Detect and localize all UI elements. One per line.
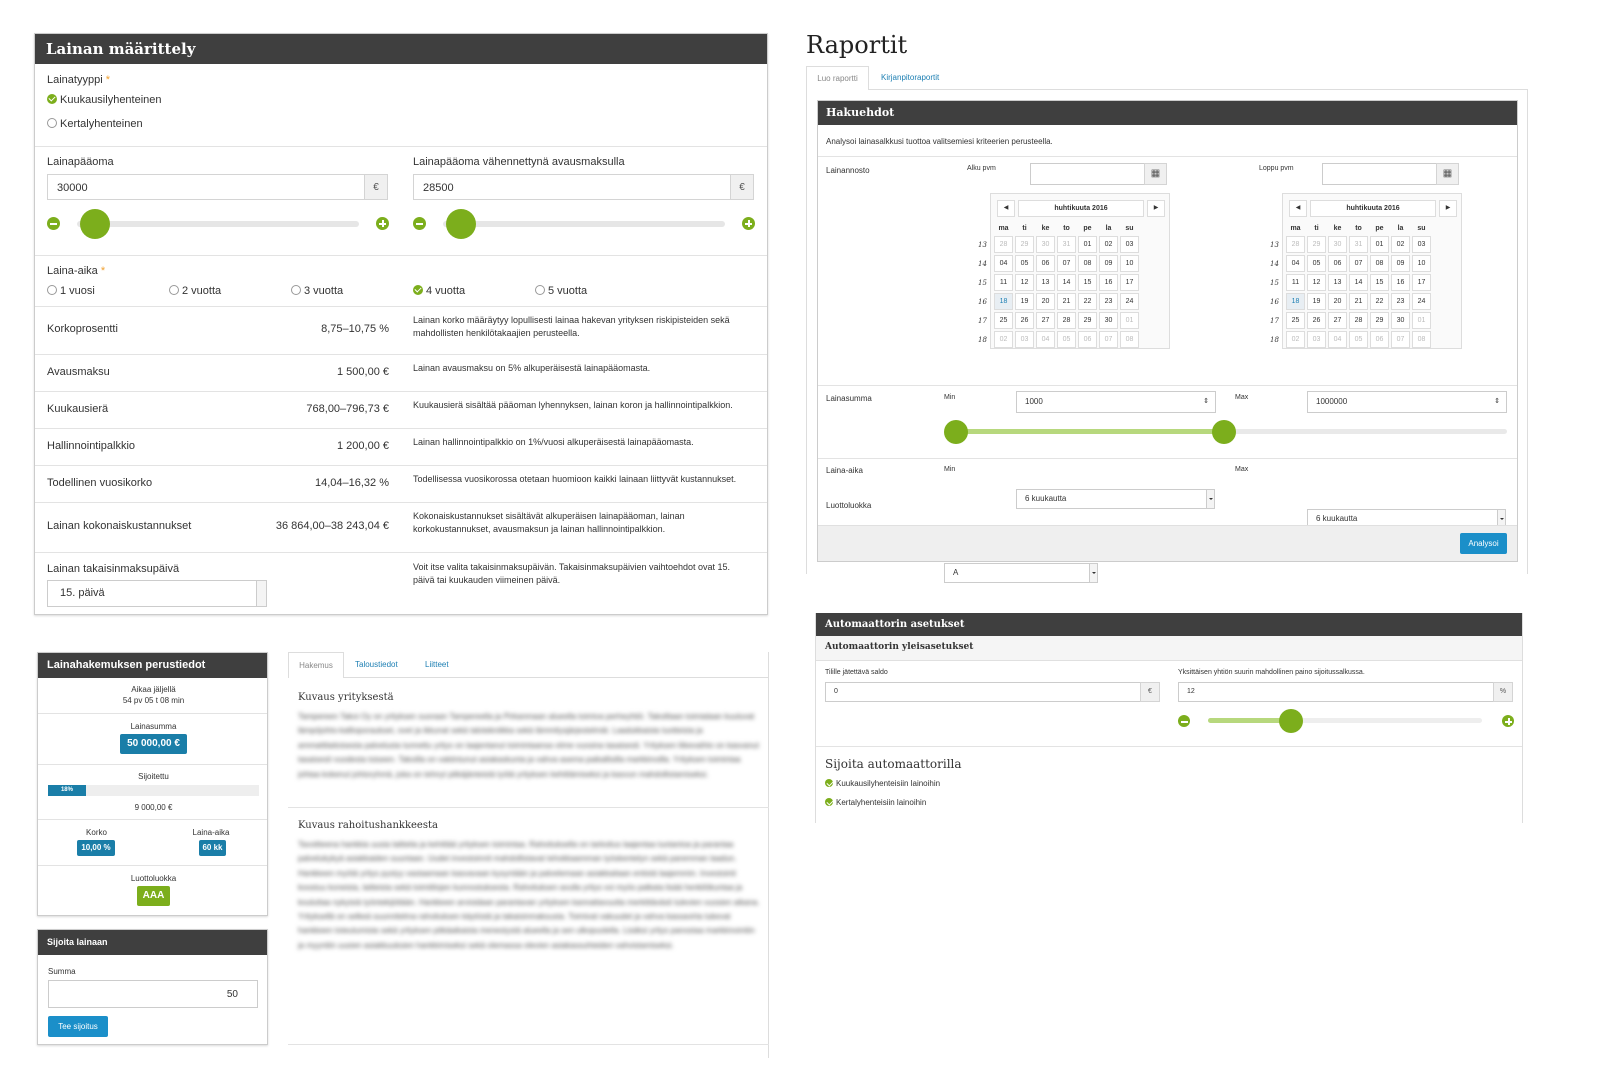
calendar-day[interactable]: 23 — [1099, 293, 1118, 310]
invest-panel — [37, 929, 268, 1045]
tab-accounting-reports[interactable]: Kirjanpitoraportit — [881, 73, 940, 82]
week-number: 13 — [978, 240, 987, 249]
loan-definition-title: Lainan määrittely — [46, 40, 196, 58]
weekday-header: ke — [1041, 224, 1050, 232]
project-description-text: Tavoitteena hankkia uusia laitteita ja kehittää yrityksen toimintaa. Rahoituksella on tarkoitus laajentaa tuotantoa ja parantaa palvelukykyä asiakkaiden suuntaan. Uudet investoinnit mahdollistavat tehokkaamman työskentelyn sekä paremman laadun. Hankkeen myötä yritys pystyy vastaamaan kasvavaan kysyntään ja palvelemaan asiakkaitaan entistä laajemmin. Investointi koostuu koneista, laitteista sekä toimitilojen kunnostuksesta. Rahoituksen avulla yritys voi myös palkata lisää henkilökuntaa ja kouluttaa nykyisiä työntekijöitään. Hankkeen arvioidaan parantavan yrityksen kannattavuutta merkittävästi tulevien vuosien aikana. Yrityksellä on selkeä suunnitelma rahoituksen käytöstä ja takaisinmaksusta. Toimivat vakuudet ja vahva kassavirta tukevat hankkeen toteutumista sekä yrityksen pitkäaikaista menestystä alueella ja sen ulkopuolella. Lisäksi yritys panostaa markkinointiin ja myyntiin uusien asiakkuuksien hankkimiseksi sekä olemassa olevien asiakassuhteiden vahvistamiseksi. — [298, 840, 760, 950]
calendar-day[interactable]: 30 — [1391, 312, 1410, 329]
week-number: 17 — [1270, 316, 1279, 325]
auto-settings-panel — [815, 613, 1523, 823]
calendar-day[interactable]: 27 — [1036, 312, 1055, 329]
loan-detail-label: Hallinnointipalkkio — [47, 439, 136, 452]
month-title[interactable]: huhtikuuta 2016 — [1018, 200, 1144, 217]
loan-detail-value: 768,00–796,73 € — [306, 402, 389, 415]
calendar-day[interactable]: 11 — [1286, 274, 1305, 291]
calendar-day[interactable]: 01 — [1078, 236, 1097, 253]
invested-label: Sijoitettu — [138, 772, 169, 781]
loan-detail-label: Kuukausierä — [47, 402, 109, 415]
calendar-day[interactable]: 01 — [1412, 312, 1431, 329]
weight-decrease-icon[interactable] — [1178, 715, 1190, 727]
loan-detail-value: 14,04–16,32 % — [314, 476, 389, 489]
calendar-day[interactable]: 23 — [1391, 293, 1410, 310]
time-left-value: 54 pv 05 t 08 min — [122, 696, 185, 705]
start-date-label: Alku pvm — [967, 165, 996, 172]
calendar-day[interactable]: 04 — [1036, 331, 1055, 348]
radio-icon — [47, 118, 57, 128]
net-principal-label: Lainapääoma vähennettynä avausmaksulla — [413, 156, 625, 168]
invested-progress-bar — [48, 785, 259, 796]
balance-currency: € — [1140, 682, 1160, 702]
week-number: 17 — [978, 316, 987, 325]
term-max-select[interactable]: 6 kuukautta — [1307, 509, 1506, 529]
sum-range-min-handle[interactable] — [944, 420, 968, 444]
credit-class-select[interactable]: A — [944, 563, 1098, 583]
week-number: 15 — [1270, 278, 1279, 287]
application-basics-panel — [37, 652, 268, 916]
invest-sum-input[interactable]: 50 — [48, 980, 258, 1008]
calendar-day[interactable]: 07 — [1349, 255, 1368, 272]
loan-detail-value: 8,75–10,75 % — [321, 323, 389, 335]
principal-decrease-icon[interactable] — [47, 217, 60, 230]
calendar-day[interactable]: 09 — [1099, 255, 1118, 272]
company-description-text: Tampereen Takoi Oy on yrityksen suoraan Tampereella ja Pirkanmaan alueella toimiva perheyhtiö. Takoiltaan toimialaan kuuluvat lämpöjohto-kallioporaukset, ovet ja ikkunat sekä talotekniikka sekä lämmitysjärjestelmät. Laadukkaista tuotteista ja ammattitaitoisesta palvelusta tunnettu yritys on laajentanut toimintaansa viime vuosina tasaisesti. Yrityksen liikevaihto on kasvanut tasaisesti vuodesta toiseen. Takoilla on vakiintunut asiakaskunta ja vahva asema paikallisilla markkinoilla. Yrityksen toimintaa johtaa kokenut johtoryhmä, joka on tehnyt pitkäjänteistä työtä yrityksen kehittämiseksi ja kasvun mahdollistamiseksi. — [298, 712, 759, 779]
auto-header — [816, 613, 1522, 636]
calendar-day[interactable]: 29 — [1078, 312, 1097, 329]
principal-input[interactable]: 30000 — [47, 174, 365, 200]
calendar-day[interactable]: 07 — [1391, 331, 1410, 348]
sum-range-fill — [956, 429, 1224, 434]
week-number: 18 — [978, 335, 987, 344]
period-option-5[interactable]: 5 vuotta — [535, 285, 587, 297]
repay-day-description: Voit itse valita takaisinmaksupäivän. Takaisinmaksupäivien vaihtoehdot ovat 15. päivä tai kuukauden viimeinen päivä. — [413, 562, 731, 585]
calendar-day[interactable]: 24 — [1120, 293, 1139, 310]
calendar-day[interactable]: 18 — [1286, 293, 1305, 310]
make-investment-button[interactable]: Tee sijoitus — [48, 1016, 108, 1037]
term-badge: 60 kk — [199, 840, 226, 856]
calendar-day[interactable]: 03 — [1015, 331, 1034, 348]
period-option-1[interactable]: 1 vuosi — [47, 285, 95, 297]
analyze-button[interactable]: Analysoi — [1460, 533, 1507, 554]
weekday-header: su — [1125, 224, 1134, 232]
loan-definition-header — [35, 34, 767, 64]
calendar-day[interactable]: 13 — [1036, 274, 1055, 291]
principal-currency: € — [364, 174, 388, 200]
raise-date-label: Lainannosto — [826, 166, 870, 175]
prev-month-icon[interactable]: ◀ — [1289, 200, 1307, 217]
start-calendar-icon[interactable]: ▦ — [1144, 163, 1167, 185]
radio-icon — [535, 285, 545, 295]
loan-detail-description: Lainan korko määräytyy lopullisesti lainaa hakevan yrityksen riskipisteiden sekä mahdollisten henkilötakaajien perusteella. — [413, 315, 730, 338]
loan-detail-value: 1 200,00 € — [337, 439, 389, 452]
calendar-day[interactable]: 16 — [1099, 274, 1118, 291]
week-number: 18 — [1270, 335, 1279, 344]
calendar-day[interactable]: 13 — [1328, 274, 1347, 291]
net-principal-input[interactable]: 28500 — [413, 174, 731, 200]
invest-header — [38, 930, 267, 955]
week-number: 16 — [978, 297, 987, 306]
calendar-day[interactable]: 10 — [1120, 255, 1139, 272]
balance-input[interactable]: 0 — [825, 682, 1141, 702]
week-number: 14 — [978, 259, 987, 268]
sum-min-label: Min — [944, 394, 956, 401]
loan-detail-label: Lainan kokonaiskustannukset — [47, 520, 192, 532]
calendar-day[interactable]: 17 — [1120, 274, 1139, 291]
next-month-icon[interactable]: ▶ — [1147, 200, 1165, 217]
principal-increase-icon[interactable] — [376, 217, 389, 230]
criteria-title: Hakuehdot — [826, 106, 895, 119]
calendar-day[interactable]: 05 — [1349, 331, 1368, 348]
net-principal-increase-icon[interactable] — [742, 217, 755, 230]
calendar-day[interactable]: 12 — [1307, 274, 1326, 291]
calendar-day[interactable]: 31 — [1057, 236, 1076, 253]
end-calendar-icon[interactable]: ▦ — [1436, 163, 1459, 185]
calendar-day[interactable]: 25 — [994, 312, 1013, 329]
calendar-day[interactable]: 19 — [1307, 293, 1326, 310]
loan-detail-description: Lainan hallinnointipalkkio on 1%/vuosi alkuperäisestä lainapääomasta. — [413, 437, 694, 447]
calendar-day[interactable]: 26 — [1015, 312, 1034, 329]
weekday-header: ma — [998, 224, 1009, 232]
weekday-header: ma — [1290, 224, 1301, 232]
net-principal-slider-handle[interactable] — [446, 209, 476, 239]
weekday-header: la — [1397, 224, 1404, 232]
end-date-label: Loppu pvm — [1259, 165, 1294, 172]
tab-liitteet[interactable]: Liitteet — [425, 660, 449, 669]
period-option-4[interactable]: 4 vuotta — [413, 285, 465, 297]
check-icon — [825, 798, 833, 806]
calendar-day[interactable]: 15 — [1370, 274, 1389, 291]
term-label: Laina-aika — [192, 828, 230, 837]
calendar-day[interactable]: 06 — [1370, 331, 1389, 348]
term-min-select[interactable]: 6 kuukautta — [1016, 489, 1215, 509]
auto-option-monthly[interactable]: Kuukausilyhenteisiin lainoihin — [825, 779, 940, 788]
calendar-day[interactable]: 04 — [1328, 331, 1347, 348]
weekday-header: ti — [1022, 224, 1027, 232]
invest-title: Sijoita lainaan — [47, 937, 108, 947]
calendar-day[interactable]: 21 — [1057, 293, 1076, 310]
weekday-header: to — [1355, 224, 1362, 232]
calendar-day[interactable]: 11 — [994, 274, 1013, 291]
calendar-day[interactable]: 05 — [1015, 255, 1034, 272]
calendar-day[interactable]: 25 — [1286, 312, 1305, 329]
calendar-day[interactable]: 04 — [1286, 255, 1305, 272]
rate-label: Korko — [86, 828, 107, 837]
calendar-day[interactable]: 24 — [1412, 293, 1431, 310]
auto-option-single[interactable]: Kertalyhenteisiin lainoihin — [825, 798, 926, 807]
week-number: 14 — [1270, 259, 1279, 268]
calendar-day[interactable]: 30 — [1099, 312, 1118, 329]
loan-detail-label: Todellinen vuosikorko — [47, 476, 153, 489]
weekday-header: la — [1105, 224, 1112, 232]
invest-sum-label: Summa — [48, 967, 76, 976]
loan-detail-value: 1 500,00 € — [337, 365, 389, 378]
reports-title: Raportit — [806, 31, 908, 59]
weight-increase-icon[interactable] — [1502, 715, 1514, 727]
calendar-day[interactable]: 08 — [1120, 331, 1139, 348]
basics-header — [38, 653, 267, 678]
calendar-day[interactable]: 08 — [1078, 255, 1097, 272]
calendar-day[interactable]: 28 — [994, 236, 1013, 253]
calendar-day[interactable]: 07 — [1099, 331, 1118, 348]
basics-title: Lainahakemuksen perustiedot — [47, 659, 206, 671]
invested-progress-fill: 18% — [48, 785, 86, 796]
credit-class-label: Luottoluokka — [826, 501, 872, 510]
calendar-day[interactable]: 29 — [1307, 236, 1326, 253]
loan-definition-panel — [34, 33, 768, 615]
calendar-day[interactable]: 08 — [1412, 331, 1431, 348]
weight-percent: % — [1493, 682, 1513, 702]
calendar-day[interactable]: 30 — [1328, 236, 1347, 253]
calendar-day[interactable]: 06 — [1078, 331, 1097, 348]
project-description-title: Kuvaus rahoitushankkeesta — [298, 820, 438, 831]
weekday-header: ke — [1333, 224, 1342, 232]
calendar-day[interactable]: 20 — [1328, 293, 1347, 310]
principal-label: Lainapääoma — [47, 156, 114, 168]
calendar-day[interactable]: 27 — [1328, 312, 1347, 329]
prev-month-icon[interactable]: ◀ — [997, 200, 1015, 217]
criteria-description: Analysoi lainasalkkusi tuottoa valitsemiesi kriteerien perusteella. — [826, 137, 1053, 146]
calendar-day[interactable]: 21 — [1349, 293, 1368, 310]
net-principal-decrease-icon[interactable] — [413, 217, 426, 230]
calendar-day[interactable]: 20 — [1036, 293, 1055, 310]
calendar-day[interactable]: 02 — [1286, 331, 1305, 348]
radio-icon — [291, 285, 301, 295]
calendar-day[interactable]: 07 — [1057, 255, 1076, 272]
calendar-day[interactable]: 31 — [1349, 236, 1368, 253]
calendar-day[interactable]: 01 — [1370, 236, 1389, 253]
calendar-day[interactable]: 12 — [1015, 274, 1034, 291]
calendar-day[interactable]: 16 — [1391, 274, 1410, 291]
auto-invest-title: Sijoita automaattorilla — [825, 757, 962, 771]
principal-slider-track[interactable] — [77, 221, 359, 227]
week-number: 15 — [978, 278, 987, 287]
loan-type-monthly-radio[interactable]: Kuukausilyhenteinen — [47, 94, 162, 106]
loan-type-label: Lainatyyppi * — [47, 74, 110, 86]
calendar-day[interactable]: 28 — [1286, 236, 1305, 253]
period-option-3[interactable]: 3 vuotta — [291, 285, 343, 297]
calendar-day[interactable]: 03 — [1412, 236, 1431, 253]
net-principal-currency: € — [730, 174, 754, 200]
term-min-label: Min — [944, 466, 956, 473]
loan-sum-badge: 50 000,00 € — [120, 734, 187, 754]
loan-period-label: Laina-aika * — [47, 265, 106, 277]
calendar-day[interactable]: 03 — [1120, 236, 1139, 253]
credit-class-badge: AAA — [137, 886, 170, 906]
spinner-icon[interactable]: ⇕ — [1203, 398, 1209, 405]
calendar-day[interactable]: 29 — [1370, 312, 1389, 329]
loan-detail-description: Lainan avausmaksu on 5% alkuperäisestä lainapääomasta. — [413, 363, 651, 373]
chevron-down-icon — [1089, 564, 1097, 582]
period-option-2[interactable]: 2 vuotta — [169, 285, 221, 297]
auto-general-title: Automaattorin yleisasetukset — [825, 642, 974, 652]
check-icon — [47, 94, 57, 104]
chevron-down-icon — [1206, 490, 1214, 508]
weight-slider-handle[interactable] — [1279, 709, 1303, 733]
calendar-day[interactable]: 28 — [1349, 312, 1368, 329]
sum-max-input[interactable]: 1000000 ⇕ — [1307, 391, 1507, 413]
calendar-day[interactable]: 06 — [1328, 255, 1347, 272]
calendar-day[interactable]: 30 — [1036, 236, 1055, 253]
company-description-title: Kuvaus yrityksestä — [298, 692, 394, 703]
loan-detail-description: Kokonaiskustannukset sisältävät alkuperäisen lainapääoman, lainan korkokustannukset, avausmaksun ja lainan hallinnointipalkkion. — [413, 511, 685, 534]
term-label: Laina-aika — [826, 466, 863, 475]
calendar-day[interactable]: 15 — [1078, 274, 1097, 291]
balance-label: Tilille jätettävä saldo — [825, 669, 888, 676]
calendar-day[interactable]: 04 — [994, 255, 1013, 272]
calendar-day[interactable]: 08 — [1370, 255, 1389, 272]
calendar-day[interactable]: 22 — [1078, 293, 1097, 310]
calendar-day[interactable]: 09 — [1391, 255, 1410, 272]
weekday-header: pe — [1375, 224, 1384, 232]
weekday-header: ti — [1314, 224, 1319, 232]
application-tabs-panel — [288, 652, 769, 1058]
net-principal-slider-track[interactable] — [443, 221, 725, 227]
loan-type-single-radio[interactable]: Kertalyhenteinen — [47, 118, 143, 130]
tab-taloustiedot[interactable]: Taloustiedot — [355, 660, 398, 669]
end-datepicker[interactable] — [1270, 193, 1462, 349]
sum-range-max-handle[interactable] — [1212, 420, 1236, 444]
radio-icon — [47, 285, 57, 295]
auto-title: Automaattorin asetukset — [825, 619, 965, 630]
calendar-day[interactable]: 01 — [1120, 312, 1139, 329]
calendar-day[interactable]: 02 — [1099, 236, 1118, 253]
repay-day-select[interactable]: 15. päivä — [47, 580, 267, 607]
week-number: 13 — [1270, 240, 1279, 249]
chevron-down-icon — [256, 581, 266, 606]
principal-slider-handle[interactable] — [80, 209, 110, 239]
loan-sum-label: Lainasumma — [130, 722, 177, 731]
calendar-day[interactable]: 05 — [1307, 255, 1326, 272]
sum-max-label: Max — [1235, 394, 1249, 401]
loan-detail-label: Korkoprosentti — [47, 323, 118, 335]
term-max-label: Max — [1235, 466, 1249, 473]
calendar-day[interactable]: 02 — [994, 331, 1013, 348]
rate-badge: 10,00 % — [77, 840, 115, 856]
calendar-day[interactable]: 14 — [1349, 274, 1368, 291]
calendar-day[interactable]: 05 — [1057, 331, 1076, 348]
weekday-header: to — [1063, 224, 1070, 232]
month-title[interactable]: huhtikuuta 2016 — [1310, 200, 1436, 217]
sum-min-input[interactable]: 1000 ⇕ — [1016, 391, 1216, 413]
weekday-header: su — [1417, 224, 1426, 232]
repay-day-label: Lainan takaisinmaksupäivä — [47, 563, 180, 575]
weight-slider-fill — [1208, 718, 1290, 723]
criteria-header — [818, 101, 1517, 125]
weekday-header: pe — [1083, 224, 1092, 232]
next-month-icon[interactable]: ▶ — [1439, 200, 1457, 217]
invested-value: 9 000,00 € — [134, 803, 173, 812]
calendar-day[interactable]: 22 — [1370, 293, 1389, 310]
calendar-day[interactable]: 14 — [1057, 274, 1076, 291]
start-datepicker[interactable] — [978, 193, 1170, 349]
time-left-label: Aikaa jäljellä — [131, 685, 176, 694]
calendar-day[interactable]: 19 — [1015, 293, 1034, 310]
calendar-day[interactable]: 26 — [1307, 312, 1326, 329]
weight-input[interactable]: 12 — [1178, 682, 1494, 702]
calendar-day[interactable]: 06 — [1036, 255, 1055, 272]
calendar-day[interactable]: 18 — [994, 293, 1013, 310]
tab-create-report[interactable]: Luo raportti — [806, 66, 869, 90]
calendar-day[interactable]: 03 — [1307, 331, 1326, 348]
check-icon — [825, 779, 833, 787]
sum-label: Lainasumma — [826, 394, 872, 403]
calendar-day[interactable]: 17 — [1412, 274, 1431, 291]
loan-detail-description: Kuukausierä sisältää pääoman lyhennyksen, lainan koron ja hallinnointipalkkion. — [413, 400, 733, 410]
check-icon — [413, 285, 423, 295]
weight-label: Yksittäisen yhtiön suurin mahdollinen paino sijoitussalkussa. — [1178, 669, 1365, 676]
calendar-day[interactable]: 28 — [1057, 312, 1076, 329]
calendar-day[interactable]: 10 — [1412, 255, 1431, 272]
calendar-day[interactable]: 29 — [1015, 236, 1034, 253]
credit-class-label: Luottoluokka — [130, 874, 177, 883]
spinner-icon[interactable]: ⇕ — [1494, 398, 1500, 405]
calendar-day[interactable]: 02 — [1391, 236, 1410, 253]
loan-detail-value: 36 864,00–38 243,04 € — [275, 520, 389, 532]
loan-detail-description: Todellisessa vuosikorossa otetaan huomioon kaikki lainaan liittyvät kustannukset. — [413, 474, 737, 484]
radio-icon — [169, 285, 179, 295]
search-criteria-panel — [817, 100, 1518, 577]
tab-hakemus[interactable]: Hakemus — [288, 652, 344, 678]
loan-detail-label: Avausmaksu — [47, 365, 110, 378]
week-number: 16 — [1270, 297, 1279, 306]
